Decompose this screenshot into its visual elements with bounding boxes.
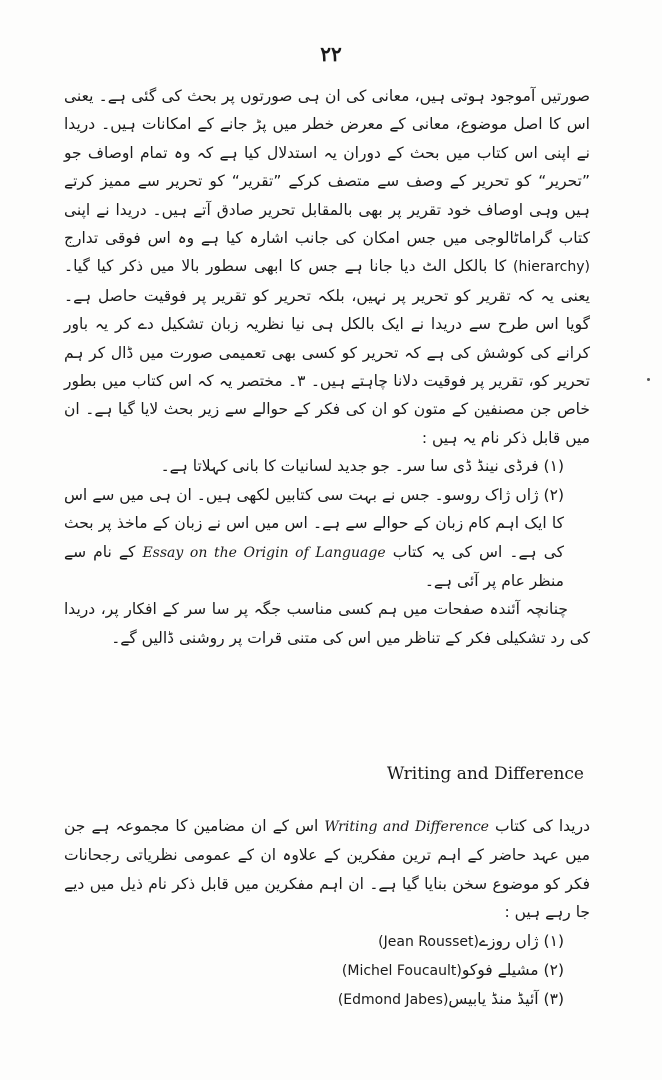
closing-paragraph: چنانچہ آئندہ صفحات میں ہم کسی مناسب جگہ پر سا سر کے افکار پر، دریدا کی رد تشکیلی فکر کے تناظر میں اس کی متنی قرات پر روشنی ڈالیں گے۔: [64, 600, 590, 647]
page-number: ۲۲: [320, 42, 342, 66]
thinker-number: (۱): [543, 931, 564, 950]
thinker-item: [64, 956, 590, 985]
book-title-writing: Writing and Difference: [324, 819, 489, 835]
paragraph-2-text-before: دریدا کی کتاب: [495, 817, 590, 835]
thinker-number: (۲): [543, 961, 564, 980]
thinker-latin-name: (Jean Rousset): [378, 933, 479, 950]
list-item: (۱) فرڈی نینڈ ڈی سا سر۔ جو جدید لسانیات کا بانی کہلاتا ہے۔: [160, 457, 564, 476]
list-item-rousseau: [64, 481, 590, 596]
book-title-essay: Essay on the Origin of Language: [142, 544, 386, 561]
section-heading: Writing and Difference: [386, 764, 584, 784]
paragraph-2-text-after: اس کے ان مضامین کا مجموعہ ہے جن میں عہد حاضر کے اہم ترین مفکرین کے علاوہ ان کے عمومی نظریاتی رجحانات فکر کو موضوع سخن بنایا گیا ہے۔ ان اہم مفکرین میں قابل ذکر نام ذیل میں دیے جا رہے ہیں :: [64, 817, 590, 922]
list-item-text: (۲) ژاں ژاک روسو۔ جس نے بہت سی کتابیں لکھی ہیں۔ ان ہی میں سے اس کا ایک اہم کام زبان کے حوالے سے ہے۔ اس میں اس نے زبان کے ماخذ پر بحث کی ہے۔ اس کی یہ کتاب: [64, 485, 564, 561]
paragraph-1-text: صورتیں آموجود ہوتی ہیں، معانی کی ان ہی صورتوں پر بحث کی گئی ہے۔ یعنی اس کا اصل موضوع، معانی کے معرض خطر میں پڑ جانے کے امکانات ہیں۔ دریدا نے اپنی اس کتاب میں بحث کے دوران یہ استدلال کیا ہے کہ وہ تمام اوصاف جو ”تحریر“ کو تحریر کے وصف سے متصف کرکے ”تقریر“ کو تحریر سے ممیز کرتے ہیں وہی اوصاف خود تقریر پر بھی بالمقابل تحریر صادق آتے ہیں۔ دریدا نے اپنی کتاب گراماٹالوجی میں جس امکان کی جانب اشارہ کیا ہے وہ اس فوقی تدارج: [64, 87, 590, 248]
thinker-number: (۳): [543, 990, 564, 1009]
paragraph-1-text-after: کا بالکل الٹ دیا جانا ہے جس کا ابھی سطور بالا میں ذکر کیا گیا۔ یعنی یہ کہ تقریر کو تحریر پر نہیں، بلکہ تحریر کو تقریر پر فوقیت حاصل ہے۔ گویا اس طرح سے دریدا نے ایک بالکل ہی نیا نظریہ زبان تشکیل دے کر یہ باور کرانے کی کوشش کی ہے کہ تحریر کو کسی بھی تعمیمی صورت میں ڈال کر ہم تحریر کو، تقریر پر فوقیت دلانا چاہتے ہیں۔ ۳۔ مختصر یہ کہ اس کتاب میں بطور خاص جن مصنفین کے متون کو ان کی فکر کے حوالے سے زیر بحث لایا گیا ہے۔ ان میں قابل ذکر نام یہ ہیں :: [64, 257, 590, 447]
thinker-latin-name: (Edmond Jabes): [337, 992, 449, 1009]
thinker-urdu-name: مشیلے فوکو: [461, 961, 539, 980]
hierarchy-term: (hierarchy): [513, 259, 590, 276]
list-item-text-after: کے نام سے منظر عام پر آئی ہے۔: [64, 542, 564, 590]
paragraph-2-body: [64, 812, 590, 927]
thinker-item: [64, 985, 590, 1014]
thinker-item: [64, 927, 590, 956]
scan-speck: [647, 378, 650, 381]
paragraph-2: [64, 812, 590, 1015]
thinker-urdu-name: آئیڈ منڈ یابیس: [448, 990, 539, 1009]
thinker-urdu-name: ژاں روزے: [478, 931, 539, 950]
paragraph-1: [64, 82, 590, 652]
thinker-latin-name: (Michel Foucault): [341, 963, 462, 980]
paragraph-1-body: [64, 82, 590, 452]
